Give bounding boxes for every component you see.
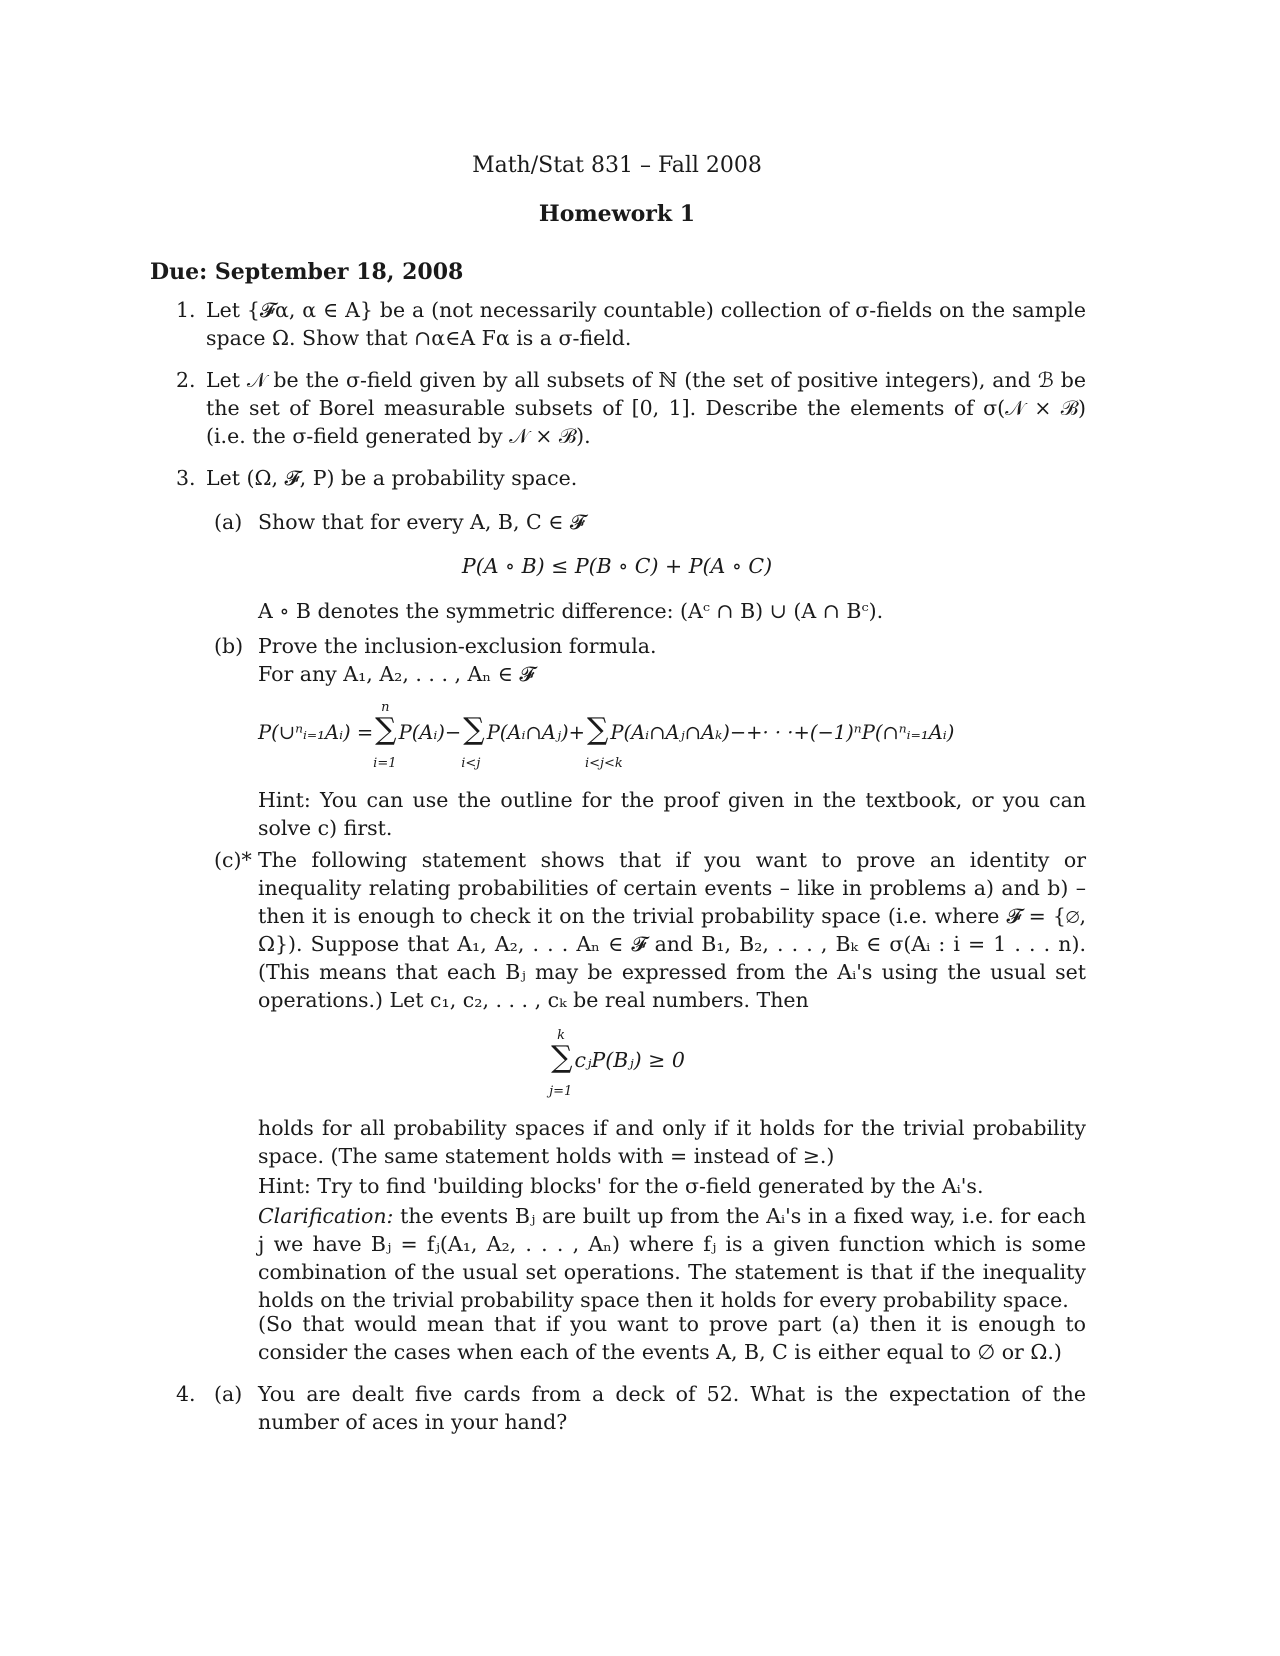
summation-symbol: ∑ i<j<k	[587, 716, 608, 744]
problem-3c	[214, 846, 1086, 1014]
problem-number: 1.	[176, 298, 196, 322]
due-date: Due: September 18, 2008	[150, 259, 464, 285]
hint-3b: Hint: You can use the outline for the proof given in the textbook, or you can solve c) first.	[258, 788, 1086, 840]
problem-3a	[214, 508, 1086, 536]
part-text: Show that for every A, B, C ∈ 𝓕	[258, 510, 586, 534]
problem-text: Let (Ω, 𝓕, P) be a probability space.	[206, 466, 578, 490]
sum-lower: j=1	[549, 1084, 573, 1099]
part-text: You are dealt five cards from a deck of 52. What is the expectation of the number of aces in your hand?	[258, 1382, 1086, 1434]
part-text	[258, 632, 1086, 688]
sum-lower: i<j<k	[584, 756, 623, 771]
problem-2	[176, 366, 1086, 450]
part-text: The following statement shows that if you want to prove an identity or inequality relating probabilities of certain events – like in problems a) and b) – then it is enough to check it on the trivial probability space (i.e. where 𝓕 = {∅, Ω}). Suppose that A₁, A₂, . . . Aₙ ∈ 𝓕 and B₁, B₂, . . . , Bₖ ∈ σ(Aᵢ : i = 1 . . . n). (This means that each Bⱼ may be expressed from the Aᵢ's using the usual set operations.) Let c₁, c₂, . . . , cₖ be real numbers. Then	[258, 848, 1086, 1012]
part-text-line: For any A₁, A₂, . . . , Aₙ ∈ 𝓕	[258, 662, 535, 686]
symmetric-difference-inequality: P(A ∘ B) ≤ P(B ∘ C) + P(A ∘ C)	[461, 554, 773, 578]
summation-symbol: ∑ k j=1	[551, 1044, 572, 1072]
part-label: (c)*	[214, 848, 252, 872]
clarification-note: (So that would mean that if you want to prove part (a) then it is enough to consider the cases when each of the events A, B, C is either equal to ∅ or Ω.)	[258, 1312, 1086, 1364]
clarification-text: the events Bⱼ are built up from the Aᵢ's in a fixed way, i.e. for each j we have Bⱼ = fⱼ(A₁, A₂, . . . , Aₙ) where fⱼ is a given function which is some combination of the usual set operations. The statement is that if the inequality holds on the trivial probability space then it holds for every probability space.	[258, 1204, 1086, 1312]
problem-3b	[214, 632, 1086, 688]
formula-body: cⱼP(Bⱼ) ≥ 0	[574, 1048, 685, 1072]
part-label: (a)	[214, 510, 243, 534]
part-label: (a)	[214, 1382, 243, 1406]
homework-title: Homework 1	[538, 201, 696, 227]
problem-number: 3.	[176, 466, 196, 490]
formula-term: P(Aᵢ)−	[398, 721, 462, 744]
problem-4a	[214, 1380, 1086, 1436]
part-label: (b)	[214, 634, 244, 658]
clarification-label: Clarification:	[258, 1204, 394, 1228]
summation-symbol: ∑ i<j	[463, 716, 484, 744]
course-title: Math/Stat 831 – Fall 2008	[472, 153, 762, 178]
weighted-sum-inequality	[0, 1028, 1234, 1099]
problem-number: 4.	[176, 1382, 196, 1406]
formula-term: P(Aᵢ∩Aⱼ)+	[486, 721, 585, 744]
problem-3	[176, 464, 1086, 492]
hint-3c: Hint: Try to find 'building blocks' for the σ-field generated by the Aᵢ's.	[258, 1174, 984, 1198]
trivial-space-statement: holds for all probability spaces if and only if it holds for the trivial probability space. (The same statement holds with = instead of ≥.)	[258, 1116, 1086, 1168]
inclusion-exclusion-formula	[258, 700, 1118, 771]
formula-lhs: P(∪ⁿᵢ₌₁Aᵢ) =	[258, 721, 374, 744]
part-text-line: Prove the inclusion-exclusion formula.	[258, 634, 657, 658]
sum-upper: k	[557, 1028, 565, 1043]
problem-text: Let 𝒩 be the σ-field given by all subsets of ℕ (the set of positive integers), and ℬ be the set of Borel measurable subsets of [0, 1]. Describe the elements of σ(𝒩 × ℬ) (i.e. the σ-field generated by 𝒩 × ℬ).	[206, 368, 1086, 448]
problem-1	[176, 296, 1086, 352]
problem-text: Let {𝓕α, α ∈ A} be a (not necessarily countable) collection of σ-fields on the sample space Ω. Show that ∩α∈A Fα is a σ-field.	[206, 298, 1086, 350]
sum-upper: n	[381, 700, 390, 715]
formula-term: P(Aᵢ∩Aⱼ∩Aₖ)−+· · ·+(−1)ⁿP(∩ⁿᵢ₌₁Aᵢ)	[610, 721, 955, 744]
summation-symbol: ∑ n i=1	[375, 716, 396, 744]
sum-lower: i<j	[461, 756, 481, 771]
sum-lower: i=1	[373, 756, 397, 771]
symmetric-difference-note: A ∘ B denotes the symmetric difference: (Aᶜ ∩ B) ∪ (A ∩ Bᶜ).	[258, 599, 884, 623]
problem-number: 2.	[176, 368, 196, 392]
clarification	[258, 1202, 1086, 1314]
